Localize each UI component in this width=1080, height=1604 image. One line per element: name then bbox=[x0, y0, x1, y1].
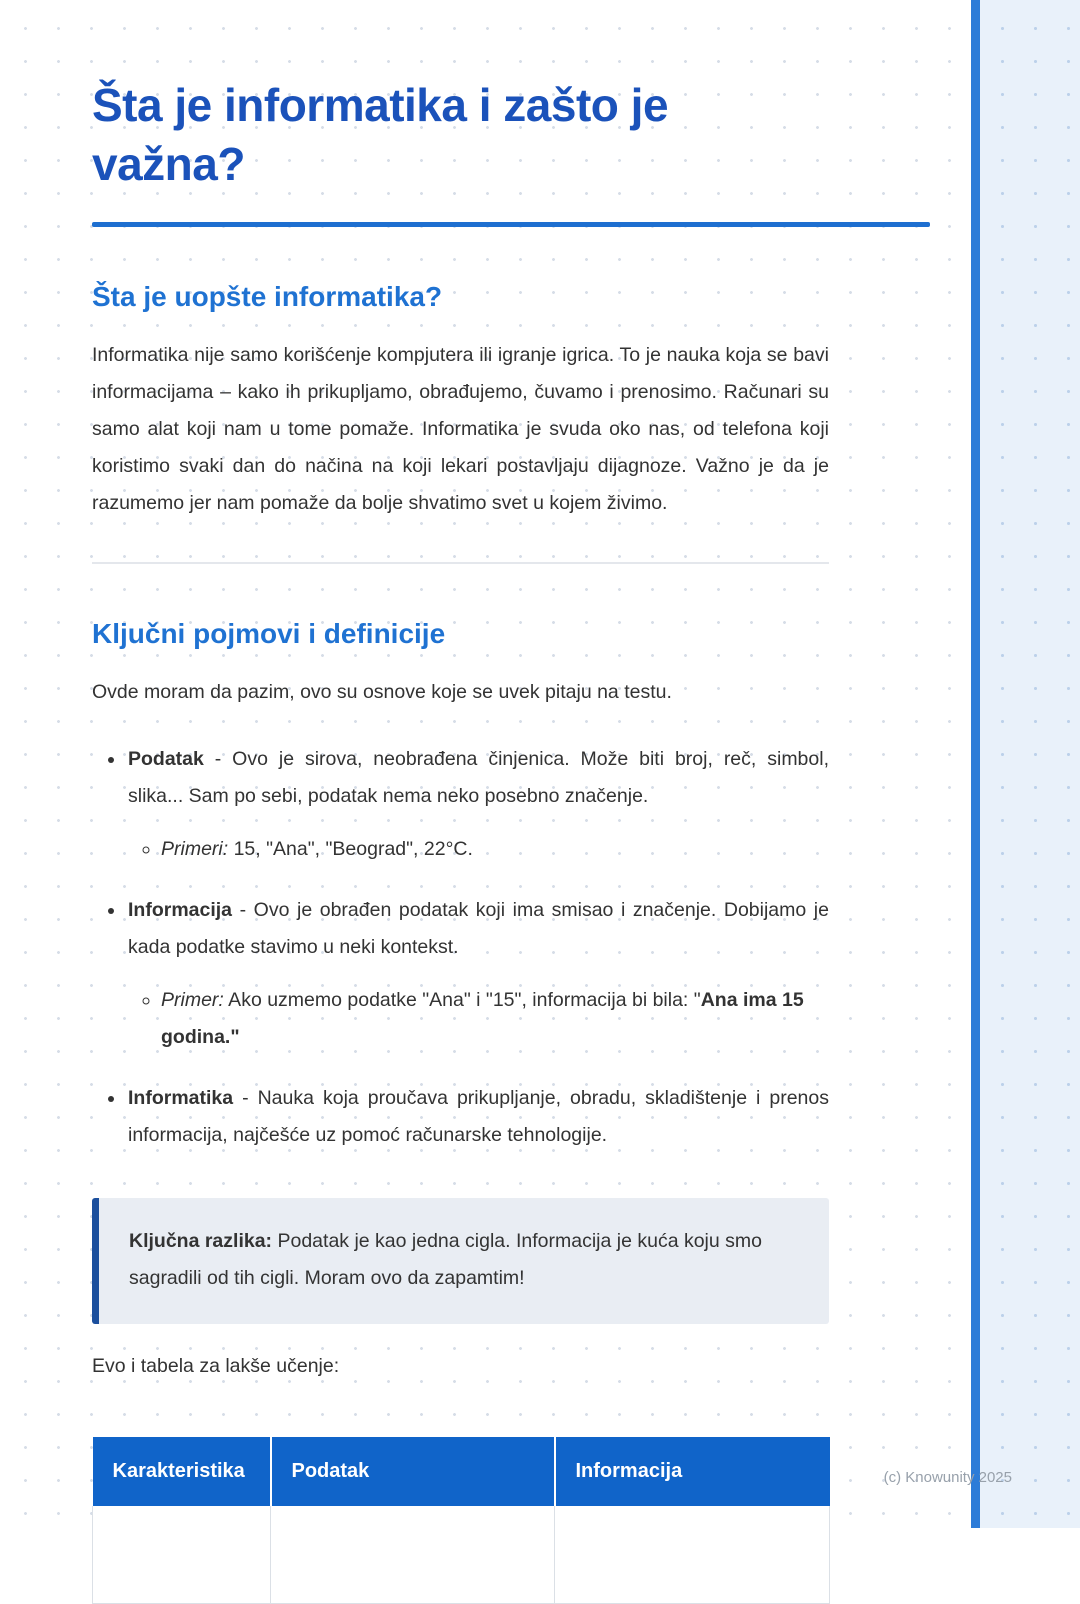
callout-label: Ključna razlika: bbox=[129, 1229, 273, 1252]
example-label: Primeri: bbox=[161, 837, 229, 860]
callout-body: Podatak je kao jedna cigla. Informacija je kuća koju smo sagradili od tih cigli. Moram ovo da zapamtim! bbox=[129, 1229, 762, 1289]
page-title: Šta je informatika i zašto je važna? bbox=[92, 79, 669, 190]
example-bold-text: Ana ima 15 godina." bbox=[161, 988, 804, 1048]
example-text: Ako uzmemo podatke "Ana" i "15", informacija bi bila: " bbox=[223, 988, 701, 1011]
section-heading-what-is-informatics: Šta je uopšte informatika? bbox=[92, 280, 443, 312]
right-dotted-margin bbox=[980, 0, 1080, 1528]
sub-list bbox=[128, 982, 829, 1056]
table-header-informacija: Informacija bbox=[555, 1437, 830, 1506]
comparison-table bbox=[92, 1437, 830, 1604]
table-cell bbox=[93, 1506, 271, 1604]
term-definition: - Nauka koja proučava prikupljanje, obradu, skladištenje i prenos informacija, najčešće uz pomoć računarske tehnologije. bbox=[128, 1086, 829, 1146]
callout-text bbox=[129, 1223, 799, 1297]
copyright-note: (c) Knowunity 2025 bbox=[883, 1469, 1012, 1486]
definitions-list bbox=[92, 741, 829, 1154]
sub-list bbox=[128, 831, 829, 868]
key-terms-intro: Ovde moram da pazim, ovo su osnove koje se uvek pitaju na testu. bbox=[92, 680, 672, 703]
document-content bbox=[92, 0, 829, 1604]
term-label: Informatika bbox=[128, 1086, 234, 1109]
term-label: Podatak bbox=[128, 747, 204, 770]
list-item-informatika bbox=[126, 1080, 829, 1154]
section-divider bbox=[92, 562, 829, 564]
example-label: Primer: bbox=[161, 988, 224, 1011]
sub-list-item bbox=[161, 982, 829, 1056]
example-text: 15, "Ana", "Beograd", 22°C. bbox=[228, 837, 473, 860]
title-divider-rule bbox=[92, 222, 930, 227]
key-difference-callout bbox=[92, 1198, 829, 1324]
table-row bbox=[93, 1506, 830, 1604]
term-definition: - Ovo je obrađen podatak koji ima smisao i značenje. Dobijamo je kada podatke stavimo u neki kontekst. bbox=[128, 898, 829, 958]
section-heading-key-terms: Ključni pojmovi i definicije bbox=[92, 617, 446, 649]
table-header-podatak: Podatak bbox=[271, 1437, 555, 1506]
intro-paragraph: Informatika nije samo korišćenje kompjutera ili igranje igrica. To je nauka koja se bavi informacijama – kako ih prikupljamo, obrađujemo, čuvamo i prenosimo. Računari su samo alat koji nam u tome pomaže. Informatika je svuda oko nas, od telefona koji koristimo svaki dan do načina na koji lekari postavljaju dijagnoze. Važno je da je razumemo jer nam pomaže da bolje shvatimo svet u kojem živimo. bbox=[92, 343, 829, 514]
term-definition: - Ovo je sirova, neobrađena činjenica. Može biti broj, reč, simbol, slika... Sam po sebi, podatak nema neko posebno značenje. bbox=[128, 747, 829, 807]
list-item-informacija bbox=[126, 892, 829, 1056]
table-cell bbox=[271, 1506, 555, 1604]
table-cell bbox=[555, 1506, 830, 1604]
sub-list-item bbox=[161, 831, 829, 868]
term-label: Informacija bbox=[128, 898, 233, 921]
table-intro: Evo i tabela za lakše učenje: bbox=[92, 1354, 340, 1377]
right-accent-bar bbox=[971, 0, 980, 1528]
list-item-podatak bbox=[126, 741, 829, 868]
table-header-karakteristika: Karakteristika bbox=[93, 1437, 271, 1506]
table-header-row bbox=[93, 1437, 830, 1506]
